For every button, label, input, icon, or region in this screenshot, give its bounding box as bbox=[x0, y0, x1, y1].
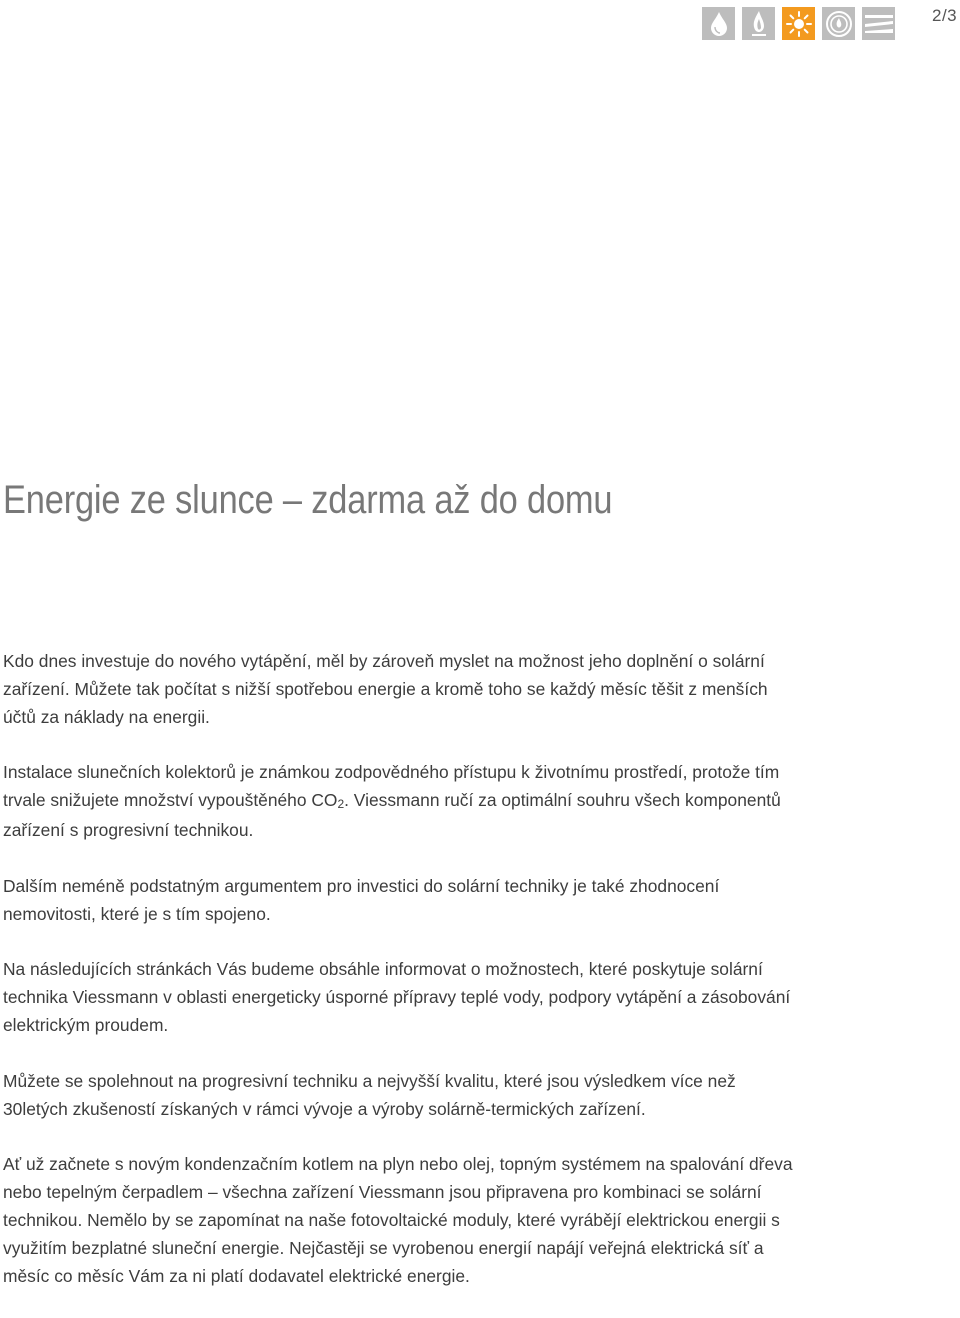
gas-flame-icon bbox=[749, 10, 769, 38]
paragraph-co2 bbox=[3, 759, 793, 844]
paragraph-text: . Viessmann ručí za optimální souhru všech komponentů zařízení s progresivní technikou. bbox=[3, 790, 781, 840]
co2-subscript: 2 bbox=[337, 797, 345, 812]
heat-pump-tile bbox=[862, 7, 895, 40]
heat-pump-icon bbox=[864, 12, 894, 36]
oil-drop-tile bbox=[702, 7, 735, 40]
energy-category-icons bbox=[702, 7, 895, 40]
page-number: 2/3 bbox=[932, 6, 958, 25]
paragraph: Dalším neméně podstatným argumentem pro investici do solární techniky je také zhodnocení nemovitosti, které je s tím spojeno. bbox=[3, 875, 720, 924]
paragraph: Na následujících stránkách Vás budeme obsáhle informovat o možnostech, které poskytuje solární technika Viessmann v oblasti energeticky úsporné přípravy teplé vody, podpory vytápění a zásobování elektrickým proudem. bbox=[3, 959, 791, 1035]
oil-drop-icon bbox=[708, 11, 730, 37]
sun-tile bbox=[782, 7, 815, 40]
body-text bbox=[3, 648, 793, 1318]
wood-biomass-tile bbox=[822, 7, 855, 40]
paragraph: Můžete se spolehnout na progresivní techniku a nejvyšší kvalitu, které jsou výsledkem více než 30letých zkušeností získaných v rámci vývoje a výroby solárně-termických zařízení. bbox=[3, 1070, 736, 1119]
page-title: Energie ze slunce – zdarma až do domu bbox=[3, 478, 613, 522]
gas-flame-tile bbox=[742, 7, 775, 40]
paragraph: Kdo dnes investuje do nového vytápění, měl by zároveň myslet na možnost jeho doplnění o solární zařízení. Můžete tak počítat s nižší spotřebou energie a kromě toho se každý měsíc těšit z menších účtů za náklady na energii. bbox=[3, 651, 768, 727]
paragraph: Ať už začnete s novým kondenzačním kotlem na plyn nebo olej, topným systémem na spalování dřeva nebo tepelným čerpadlem – všechna zařízení Viessmann jsou připravena pro kombinaci se solární technikou. Nemělo by se zapomínat na naše fotovoltaické moduly, které vyrábějí elektrickou energii s využitím bezplatné sluneční energie. Nejčastěji se vyrobenou energií napájí veřejná elektrická síť a měsíc co měsíc Vám za ni platí dodavatel elektrické energie. bbox=[3, 1154, 793, 1286]
wood-biomass-icon bbox=[825, 10, 853, 38]
paragraph-text: Instalace slunečních kolektorů je známkou zodpovědného přístupu k životnímu prostředí, protože tím trvale snižujete množství vypouštěného CO bbox=[3, 762, 780, 811]
sun-icon bbox=[785, 10, 813, 38]
